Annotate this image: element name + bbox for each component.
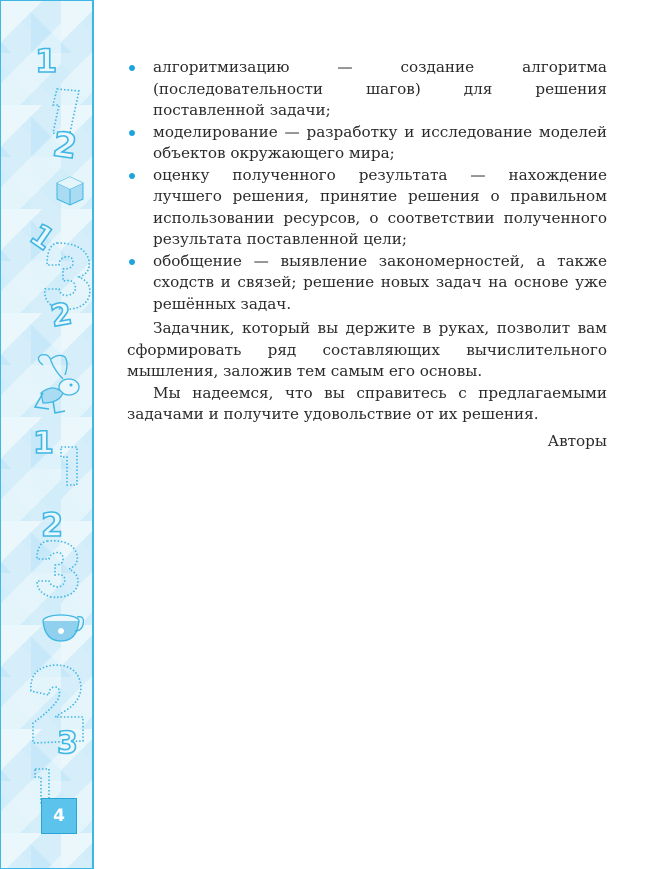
page-content: [127, 57, 607, 452]
digit-one-tilted-decoration: 1: [23, 217, 61, 258]
list-item-text: алгоритмизацию — создание алгоритма (последовательности шагов) для решения поставленной задачи;: [153, 58, 607, 119]
digit-three-decoration: 3: [57, 726, 78, 761]
bullet-icon: [129, 173, 135, 179]
digit-two-decoration-2: 2: [48, 296, 75, 335]
bullet-list: [127, 57, 607, 315]
list-item-text: моделирование — разработку и исследование моделей объектов окружающего мира;: [153, 122, 607, 162]
bullet-icon: [129, 259, 135, 265]
paragraph: Мы надеемся, что вы справитесь с предлагаемыми задачами и получите удовольствие от их решения.: [127, 383, 607, 423]
list-item: [127, 251, 607, 316]
digit-two-decoration: 2: [50, 124, 80, 168]
list-item: [127, 122, 607, 165]
paragraph: Задачник, который вы держите в руках, позволит вам сформировать ряд составляющих вычислительного мышления, заложив тем самым его основы.: [127, 319, 607, 380]
list-item-text: обобщение — выявление закономерностей, а также сходств и связей; решение новых задач на основе уже решённых задач.: [153, 251, 607, 313]
decorative-sidebar: [0, 0, 94, 869]
grasshopper-icon: [29, 353, 85, 415]
digit-one-decoration: 1: [35, 42, 58, 80]
teacup-icon: [41, 611, 85, 645]
signature: Авторы: [547, 431, 607, 450]
bullet-icon: [129, 65, 135, 71]
list-item: [127, 57, 607, 122]
list-item: [127, 165, 607, 251]
digit-one-decoration-2: 1: [33, 426, 54, 461]
list-item-text: оценку полученного результата — нахождение лучшего решения, принятие решения о правильном использовании ресурсов, о соответствии полученного результата поставленной цели;: [153, 165, 607, 248]
dotted-one-decoration-2: [57, 445, 81, 487]
bullet-icon: [129, 130, 135, 136]
digit-two-decoration-3: 2: [41, 506, 64, 544]
cube-icon: [55, 175, 85, 207]
page-number: 4: [41, 798, 77, 834]
dotted-three-decoration-2: [33, 537, 85, 599]
